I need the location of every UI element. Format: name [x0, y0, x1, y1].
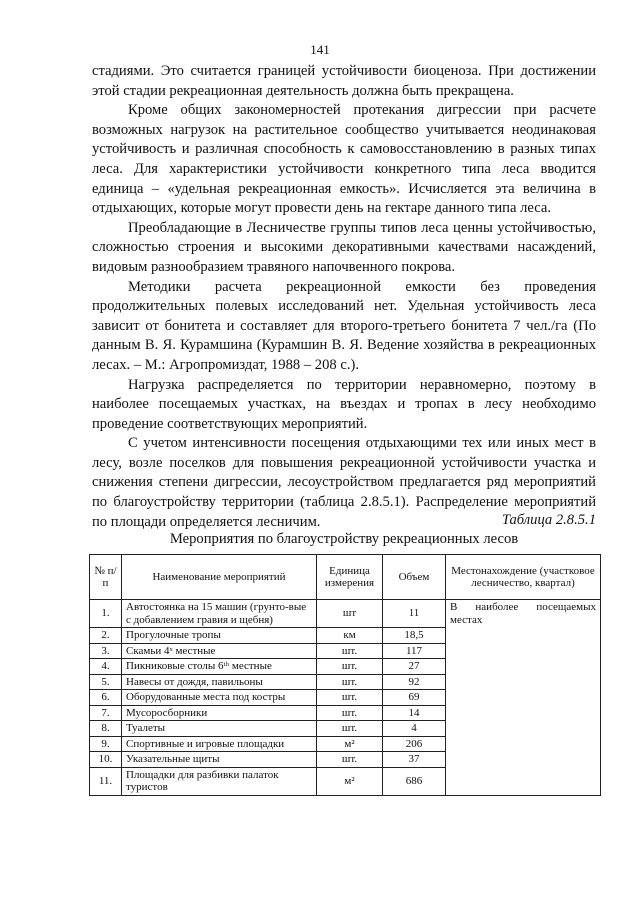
row-num: 11. — [90, 767, 122, 795]
row-unit: шт. — [317, 674, 383, 690]
row-location: В наиболее посещаемых местах — [446, 600, 601, 796]
row-num: 4. — [90, 659, 122, 675]
body-text — [92, 62, 596, 532]
row-volume: 37 — [383, 752, 446, 768]
table-row — [90, 600, 601, 628]
table-header-row — [90, 555, 601, 600]
paragraph: стадиями. Это считается границей устойчивости биоценоза. При достижении этой стадии рекреационная деятельность должна быть прекращена. — [92, 63, 596, 99]
header-name: Наименование мероприятий — [122, 555, 317, 600]
row-volume: 27 — [383, 659, 446, 675]
row-unit: шт. — [317, 705, 383, 721]
paragraph: Кроме общих закономерностей протекания дигрессии при расчете возможных нагрузок на растительное сообщество учитывается неодинаковая устойчивость и различная способность к самовосстановлению в разных типах леса. Для характеристики устойчивости конкретного типа леса вводится единица – «удельная рекреационная емкость». Исчисляется эта величина в отдыхающих, которые могут провести день на гектаре данного типа леса. — [92, 102, 596, 217]
header-volume: Объем — [383, 555, 446, 600]
row-name: Мусоросборники — [122, 705, 317, 721]
row-num: 10. — [90, 752, 122, 768]
row-name: Указательные щиты — [122, 752, 317, 768]
row-unit: шт — [317, 600, 383, 628]
row-name: Навесы от дождя, павильоны — [122, 674, 317, 690]
row-volume: 69 — [383, 690, 446, 706]
row-volume: 11 — [383, 600, 446, 628]
paragraph: Преобладающие в Лесничестве группы типов леса ценны устойчивостью, сложностью строения и высокими декоративными качествами насаждений, видовым разнообразием травяного напочвенного покрова. — [92, 219, 596, 275]
row-volume: 117 — [383, 643, 446, 659]
row-name: Туалеты — [122, 721, 317, 737]
row-name: Спортивные и игровые площадки — [122, 736, 317, 752]
row-volume: 18,5 — [383, 628, 446, 644]
row-num: 7. — [90, 705, 122, 721]
measures-table — [89, 554, 601, 796]
row-num: 3. — [90, 643, 122, 659]
header-num: № п/п — [90, 555, 122, 600]
row-unit: м² — [317, 767, 383, 795]
row-volume: 206 — [383, 736, 446, 752]
row-name: Скамьи 4ˣ местные — [122, 643, 317, 659]
row-name: Оборудованные места под костры — [122, 690, 317, 706]
table-title: Мероприятия по благоустройству рекреационных лесов — [169, 531, 519, 547]
row-unit: км — [317, 628, 383, 644]
row-unit: шт. — [317, 690, 383, 706]
row-volume: 4 — [383, 721, 446, 737]
row-num: 9. — [90, 736, 122, 752]
row-name: Прогулочные тропы — [122, 628, 317, 644]
row-name: Автостоянка на 15 машин (грунто-вые с добавлением гравия и щебня) — [122, 600, 317, 628]
row-num: 2. — [90, 628, 122, 644]
row-unit: шт. — [317, 643, 383, 659]
row-unit: м² — [317, 736, 383, 752]
row-unit: шт. — [317, 721, 383, 737]
row-name: Пикниковые столы 6ᵗʰ местные — [122, 659, 317, 675]
row-num: 1. — [90, 600, 122, 628]
header-location: Местонахождение (участковое лесничество, квартал) — [446, 555, 601, 600]
paragraph: Методики расчета рекреационной емкости без проведения продолжительных полевых исследований нет. Удельная устойчивость леса зависит от бонитета и составляет для второго-третьего бонитета 7 чел./га (По данным В. Я. Курамшина (Курамшин В. Я. Ведение хозяйства в рекреационных лесах. – М.: Агропромиздат, 1988 – 208 с.). — [92, 278, 596, 373]
row-name: Площадки для разбивки палаток туристов — [122, 767, 317, 795]
header-unit: Единица измерения — [317, 555, 383, 600]
row-unit: шт. — [317, 752, 383, 768]
row-num: 6. — [90, 690, 122, 706]
row-num: 5. — [90, 674, 122, 690]
row-num: 8. — [90, 721, 122, 737]
row-volume: 92 — [383, 674, 446, 690]
table-caption: Таблица 2.8.5.1 — [501, 512, 596, 528]
paragraph: Нагрузка распределяется по территории неравномерно, поэтому в наиболее посещаемых участках, на въездах и тропах в лесу необходимо проведение соответствующих мероприятий. — [92, 376, 596, 432]
paragraph: С учетом интенсивности посещения отдыхающими тех или иных мест в лесу, возле поселков для повышения рекреационной устойчивости участка и снижения степени дигрессии, лесоустройством предлагается ряд мероприятий по благоустройству территории (таблица 2.8.5.1). Распределение мероприятий по площади определяется лесничим. — [92, 435, 596, 530]
row-unit: шт. — [317, 659, 383, 675]
row-volume: 686 — [383, 767, 446, 795]
row-volume: 14 — [383, 705, 446, 721]
page-number: 141 — [310, 42, 330, 57]
